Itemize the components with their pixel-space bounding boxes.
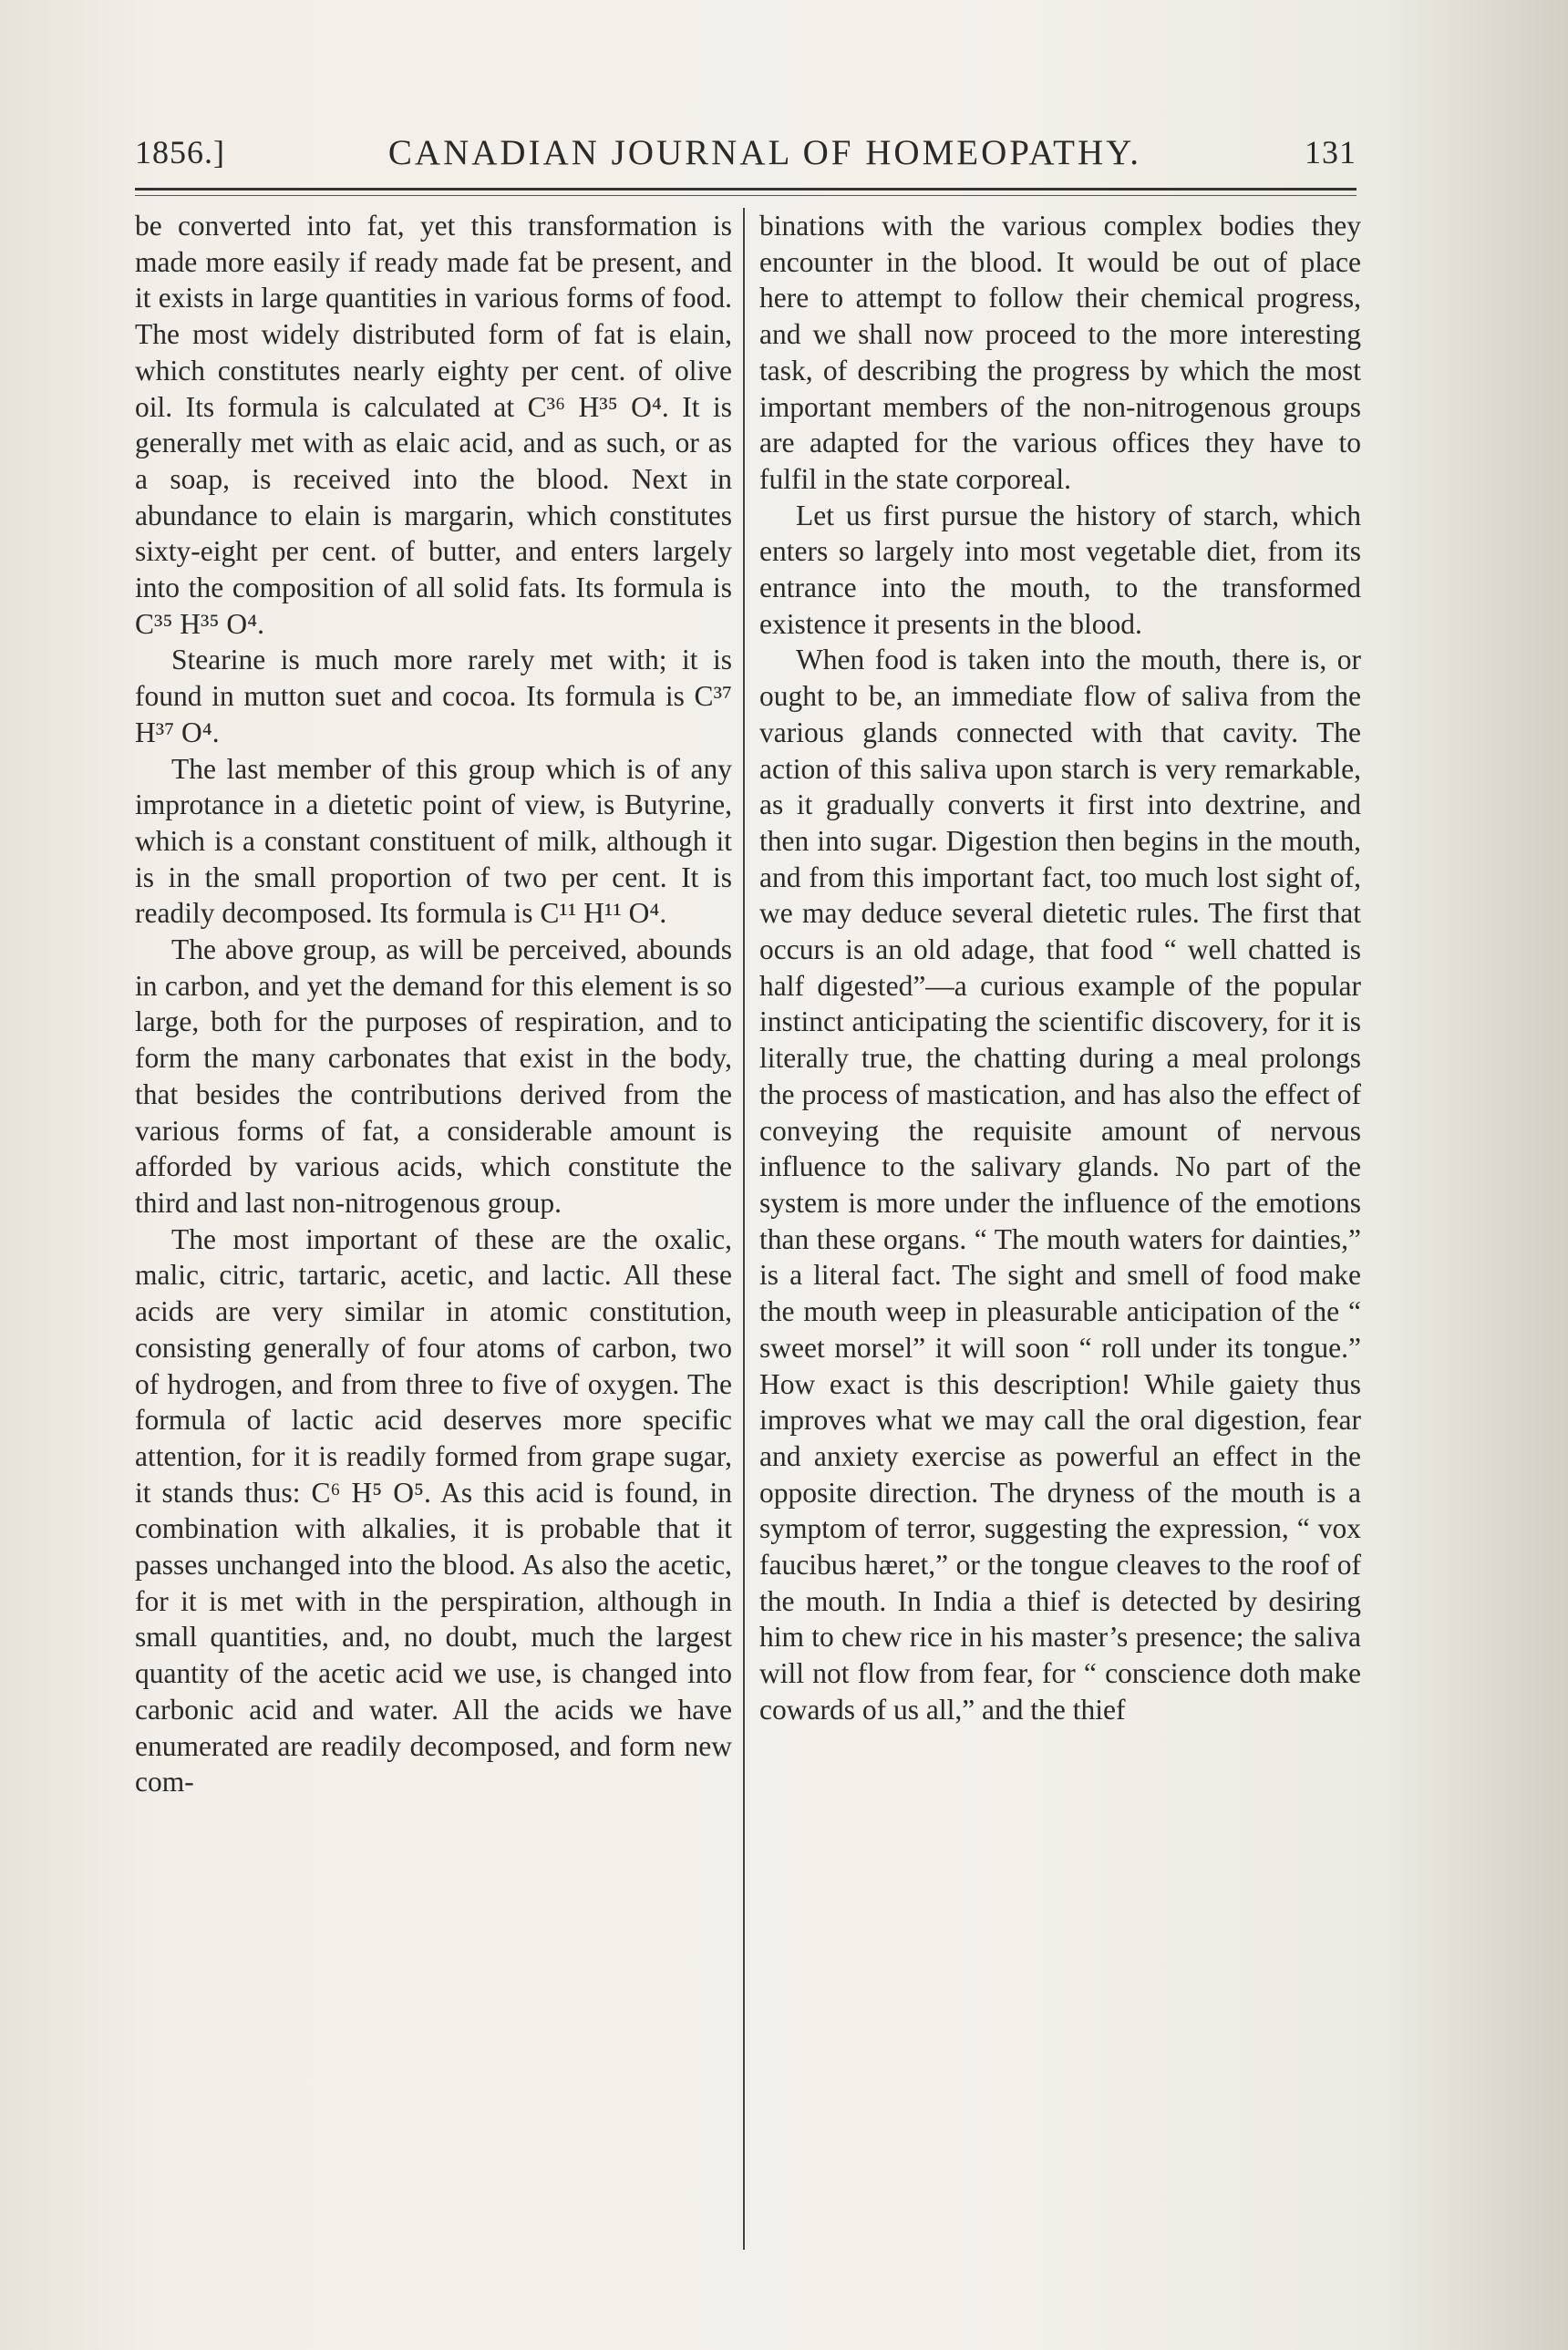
right-column	[759, 208, 1361, 1728]
column-divider	[743, 208, 745, 2250]
paragraph: Stearine is much more rarely met with; it is found in mutton suet and cocoa. Its formula is C³⁷ H³⁷ O⁴.	[135, 644, 732, 748]
paragraph: The last member of this group which is of any improtance in a dietetic point of view, is Butyrine, which is a constant constituent of milk, although it is in the small proportion of two per cent. It is readily decomposed. Its formula is C¹¹ H¹¹ O⁴.	[135, 752, 732, 930]
paragraph: be converted into fat, yet this transformation is made more easily if ready made fat be present, and it exists in large quantities in various forms of food. The most widely distributed form of fat is elain, which constitutes nearly eighty per cent. of olive oil. Its formula is calculated at C³⁶ H³⁵ O⁴. It is generally met with as elaic acid, and as such, or as a soap, is received into the blood. Next in abundance to elain is margarin, which constitutes sixty-eight per cent. of butter, and enters largely into the composition of all solid fats. Its formula is C³⁵ H³⁵ O⁴.	[135, 210, 732, 640]
header-year: 1856.]	[135, 134, 225, 170]
paragraph: The above group, as will be perceived, abounds in carbon, and yet the demand for this element is so large, both for the purposes of respiration, and to form the many carbonates that exist in the body, that besides the contributions derived from the various forms of fat, a considerable amount is afforded by various acids, which constitute the third and last non-nitrogenous group.	[135, 933, 732, 1219]
page-number: 131	[1304, 134, 1357, 170]
header-rule	[135, 188, 1357, 191]
left-column	[135, 208, 732, 1800]
header-rule-thin	[135, 195, 1357, 196]
journal-title: CANADIAN JOURNAL OF HOMEOPATHY.	[387, 132, 1142, 172]
running-header	[135, 120, 1357, 184]
paragraph: The most important of these are the oxalic, malic, citric, tartaric, acetic, and lactic. All these acids are very similar in atomic constitution, consisting generally of four atoms of carbon, two of hydrogen, and from three to five of oxygen. The formula of lactic acid deserves more specific attention, for it is readily formed from grape sugar, it stands thus: C⁶ H⁵ O⁵. As this acid is found, in combination with alkalies, it is probable that it passes unchanged into the blood. As also the acetic, for it is met with in the perspiration, although in small quantities, and, no doubt, much the largest quantity of the acetic acid we use, is changed into carbonic acid and water. All the acids we have enumerated are readily decomposed, and form new com-	[135, 1222, 732, 1799]
paragraph: Let us first pursue the history of starch, which enters so largely into most vegetable diet, from its entrance into the mouth, to the transformed existence it presents in the blood.	[759, 499, 1361, 640]
paragraph: binations with the various complex bodies they encounter in the blood. It would be out of place here to attempt to follow their chemical progress, and we shall now proceed to the more interesting task, of describing the progress by which the most important members of the non-nitrogenous groups are adapted for the various offices they have to fulfil in the state corporeal.	[759, 210, 1361, 495]
paragraph: When food is taken into the mouth, there is, or ought to be, an immediate flow of saliva from the various glands connected with that cavity. The action of this saliva upon starch is very remarkable, as it gradually converts it first into dextrine, and then into sugar. Digestion then begins in the mouth, and from this important fact, too much lost sight of, we may deduce several dietetic rules. The first that occurs is an old adage, that food “ well chatted is half digested”—a curious example of the popular instinct anticipating the scientific discovery, for it is literally true, the chatting during a meal prolongs the process of mastication, and has also the effect of conveying the requisite amount of nervous influence to the salivary glands. No part of the system is more under the influence of the emotions than these organs. “ The mouth waters for dainties,” is a literal fact. The sight and smell of food make the mouth weep in pleasurable anticipation of the “ sweet morsel” it will soon “ roll under its tongue.” How exact is this description! While gaiety thus improves what we may call the oral digestion, fear and anxiety exercise as powerful an effect in the opposite direction. The dryness of the mouth is a symptom of terror, suggesting the expression, “ vox faucibus hæret,” or the tongue cleaves to the roof of the mouth. In India a thief is detected by desiring him to chew rice in his master’s presence; the saliva will not flow from fear, for “ conscience doth make cowards of us all,” and the thief	[759, 644, 1361, 1726]
